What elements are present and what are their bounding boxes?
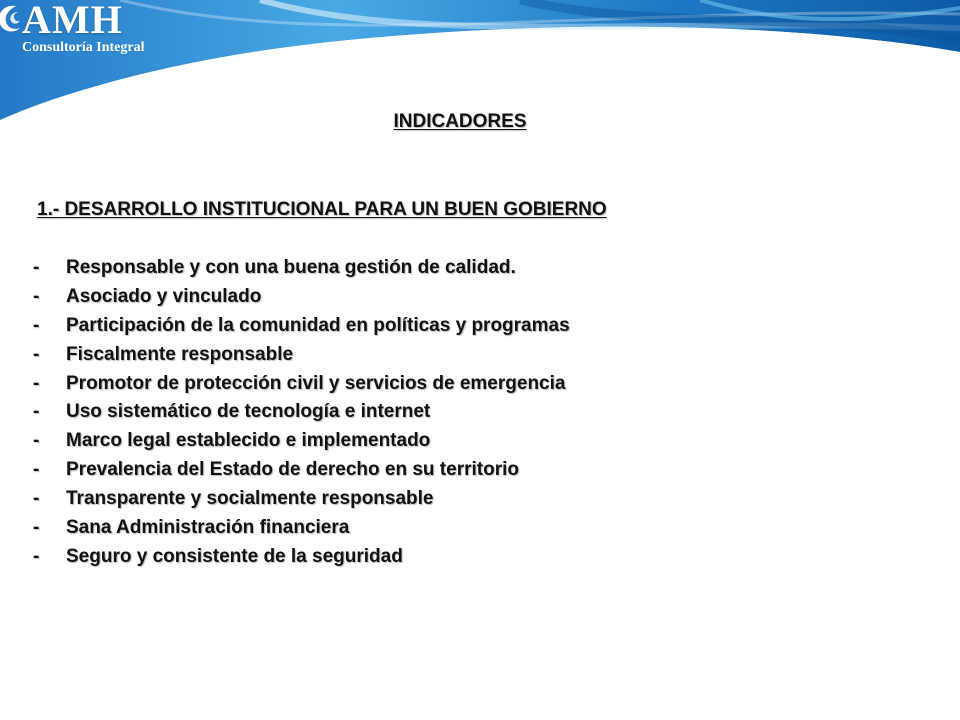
list-item-text: Responsable y con una buena gestión de calidad. (66, 257, 516, 278)
list-item-text: Uso sistemático de tecnología e internet (66, 401, 431, 423)
list-item-text: Participación de la comunidad en políticas y programas (66, 314, 570, 336)
bullet: - (33, 459, 40, 481)
bullet: - (33, 488, 40, 510)
list-item-text: Fiscalmente responsable (66, 343, 294, 365)
list-item (33, 398, 570, 427)
list-item (33, 370, 570, 399)
bullet: - (33, 343, 40, 365)
section-heading: 1.- DESARROLLO INSTITUCIONAL PARA UN BUEN GOBIERNO (37, 199, 607, 220)
bullet: - (33, 430, 40, 452)
list-item-text: Prevalencia del Estado de derecho en su territorio (66, 459, 519, 481)
list-item (33, 254, 570, 283)
bullet: - (33, 314, 40, 336)
list-item (33, 341, 570, 370)
list-item-text: Seguro y consistente de la seguridad (66, 545, 403, 567)
list-item (33, 427, 570, 456)
list-item (33, 543, 570, 572)
list-item-text: Sana Administración financiera (66, 517, 350, 539)
list-item-text: Promotor de protección civil y servicios de emergencia (66, 372, 566, 394)
bullet: - (33, 401, 40, 423)
list-item (33, 283, 570, 312)
list-item (33, 485, 570, 514)
bullet: - (33, 372, 40, 394)
list-item-text: Asociado y vinculado (66, 285, 262, 307)
bullet: - (33, 257, 40, 278)
bullet: - (33, 517, 40, 539)
indicator-list (33, 254, 570, 572)
list-item-text: Marco legal establecido e implementado (66, 430, 431, 452)
bullet: - (33, 285, 40, 307)
list-item (33, 514, 570, 543)
page-title: INDICADORES (393, 111, 527, 132)
bullet: - (33, 545, 40, 567)
logo-wordmark: AMH (22, 0, 123, 42)
list-item-text: Transparente y socialmente responsable (66, 488, 434, 510)
list-item (33, 456, 570, 485)
list-item (33, 312, 570, 341)
logo-subtitle: Consultoría Integral (22, 40, 145, 55)
